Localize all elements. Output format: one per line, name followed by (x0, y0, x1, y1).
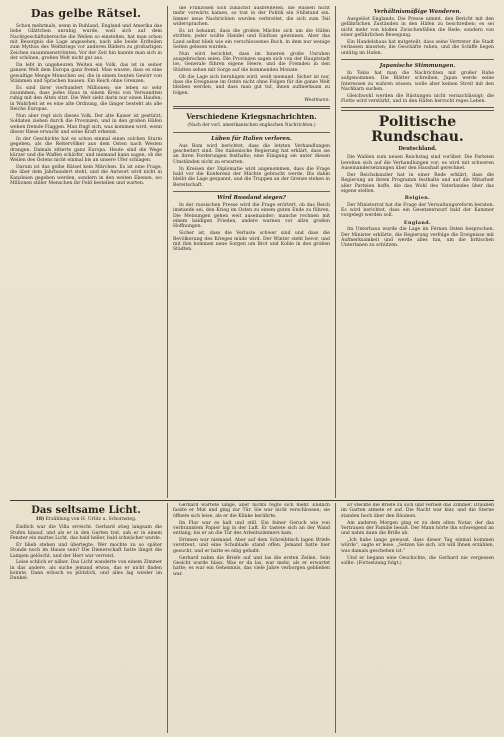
paragraph: In der Geschichte hat es schon einmal einen solchen Sturm gegeben, als die Reitervölker aus dem Osten nach Westen drangen. Damals zitterte ganz Europa. Heute sind die Wege kürzer und die Waffen schärfer, und niemand kann sagen, ob die Wellen des Ostens nicht einmal bis an unsere Ufer schlagen. (10, 136, 162, 164)
subheading-italien: Lüben für Italien verloren. (211, 135, 292, 142)
section-note: (Nach der vorl. amerikanischen englischen Nachrichten.) (187, 123, 316, 129)
paragraph: Gleichwohl werden die Rüstungen nicht vernachlässigt; die Flotte wird verstärkt, und in den Häfen herrscht reges Leben. (341, 93, 494, 105)
country-heading-belgien: Belgien. (404, 195, 431, 202)
paragraph: „Ich habe lange gewusst, dass dieser Tag einmal kommen würde“, sagte er leise. „Setzen Sie sich, ich will Ihnen erzählen, was damals geschehen ist.“ (341, 538, 494, 554)
paragraph: Ein Handelshaus hat mitgeteilt, dass seine Vertreter die Stadt verlassen mussten; die Geschäfte ruhen, und die Schiffe liegen untätig im Hafen. (341, 39, 494, 56)
paragraph: Am anderen Morgen ging er zu dem alten Notar, der das Vertrauen der Familie besaß. Der Mann hörte ihn schweigend an und nahm dann die Brille ab. (341, 520, 494, 537)
country-heading-deutschland: Deutschland. (398, 145, 437, 152)
paragraph: Da lebt in ungeheuren Weiten ein Volk, das ist in seiner ganzen Welt dem Europa ganz fremd. Man wusste, dass es eine gewaltige Menge Menschen sei, die in einem bunten Gewirr von Stämmen und Sprachen hausen. Ein Reich ohne Grenzen. (10, 62, 162, 84)
paragraph: Gerhard wartete lange, aber nichts regte sich mehr. Endlich fasste er Mut und ging zur Tür. Sie war nicht verschlossen; sie öffnete sich leise, als er die Klinke berührte. (173, 503, 330, 519)
column-1 (10, 6, 167, 498)
column-2 (167, 6, 335, 498)
feuilleton-section (10, 500, 494, 733)
paragraph: Endlich war die Villa erreicht. Gerhard stieg langsam die Stufen hinauf, und als er in den Garten trat, sah er in einem Fenster ein mattes Licht, das bald heller, bald schwächer wurde. (10, 525, 162, 542)
paragraph: Aus Rom wird berichtet, dass die letzten Verhandlungen gescheitert sind. Die italienische Regierung hat erklärt, dass sie an ihren Forderungen festhalte; eine Einigung sei unter diesen Umständen nicht zu erwarten. (173, 143, 330, 165)
serial-number: 18) (35, 517, 45, 522)
article-continuation (173, 6, 330, 103)
paragraph: Ausgelöst Englands. Die Presse nimmt, den Bericht mit den gefährlichen Zuständen in den Häfen zu beschreiben; es sei nicht mehr von bloßen Zwischenfällen die Rede, sondern von einer gefährlichen Bewegung. (341, 17, 494, 39)
paragraph: Darum ist das gelbe Rätsel kein Märchen. Es ist eine Frage, die über dem Jahrhundert steht, und die Antwort wird nicht in Kanzleien gegeben werden, sondern in den weiten Ebenen, wo Millionen stiller Menschen ihr Feld bestellen und warten. (10, 165, 162, 187)
paragraph: Gerhard nahm die Briefe auf und las die ersten Zeilen. Sein Gesicht wurde blass. Was er da las, war mehr, als er erwartet hatte; es war ein Geheimnis, das viele Jahre verborgen geblieben war. (173, 555, 330, 577)
divider (341, 59, 494, 60)
paragraph: Es sind ihrer vierhundert Millionen; sie leben so sehr zusammen, dass jedes Haus in einem Kreis von Verwandten ruhig mit den Alten sitzt. Die Welt sieht darin nur einen Haufen; in Wahrheit ist es eine alte Ordnung, die länger besteht als alle Reiche Europas. (10, 85, 162, 113)
paragraph: Ob die Lage sich beruhigen wird, weiß niemand. Sicher ist nur, dass die Ereignisse im Osten nicht ohne Folgen für die ganze Welt bleiben werden, und dass man gut tut, ihnen aufmerksam zu folgen. (173, 74, 330, 96)
paragraph: Im Unterhaus wurde die Lage im Fernen Osten besprochen. Der Minister erklärte, die Regierung verfolge die Ereignisse mit Aufmerksamkeit und werde alles tun, um die britischen Untertanen zu schützen. (341, 227, 494, 249)
paragraph: Im Flur war es kalt und still. Ein feiner Geruch wie von verbranntem Papier lag in der Luft. Er tastete sich an der Wand entlang, bis er an die Tür des Arbeitszimmers kam. (173, 520, 330, 537)
paragraph: Er blieb stehen und überlegte. Wer mochte zu so später Stunde noch im Hause sein? Die Dienerschaft hatte längst die Lampen gelöscht, und der Herr war verreist. (10, 542, 162, 559)
paragraph: die Franzosen sich zunächst ausbreiteten, die Russen nicht mehr vorwärts kamen, so trat in der Politik ein Stillstand ein. Immer neue Nachrichten wurden verbreitet, die sich zum Teil widersprachen. (173, 6, 330, 28)
top-section (10, 6, 494, 498)
column-3 (335, 6, 494, 498)
paragraph: In der russischen Presse wird die Frage erörtert, ob das Reich imstande sei, den Krieg im Osten zu einem guten Ende zu führen. Die Meinungen gehen weit auseinander; manche rechnen mit einem baldigen Frieden, andere warnen vor allzu großen Hoffnungen. (173, 202, 330, 230)
paragraph: Leise schlich er näher. Das Licht wanderte von einem Zimmer in das andere, als suche jemand etwas, das er nicht finden konnte. Dann erlosch es plötzlich, und alles lag wieder im Dunkel. (10, 560, 162, 582)
paragraph: Und er begann eine Geschichte, die Gerhard nie vergessen sollte. (Fortsetzung folgt.) (341, 555, 494, 566)
serial-column-3 (335, 503, 494, 733)
divider (173, 191, 330, 192)
paragraph: In Kreisen der Diplomatie wird angenommen, dass die Frage bald vor die Konferenz der Mächte gebracht werde. Bis dahin bleibt die Lage gespannt, und die Truppen an der Grenze stehen in Bereitschaft. (173, 166, 330, 188)
double-rule (341, 107, 494, 111)
paragraph: Der Ministerrat hat die Frage der Verwaltungsreform beraten. Es wird berichtet, dass ein Gesetzentwurf bald der Kammer vorgelegt werden soll. (341, 202, 494, 219)
divider (173, 132, 330, 133)
subheading-japan: Japanische Stimmungen. (379, 62, 456, 69)
article-signature: Westmann. (304, 97, 330, 103)
article-body-gelbe-raetsel (10, 24, 162, 186)
paragraph: Nun aber regt sich dieses Volk. Der alte Kaiser ist gestürzt; Soldaten ziehen durch die Provinzen, und in den großen Häfen wehen fremde Flaggen. Man fragt sich, was kommen wird, wenn dieser Riese erwacht und seine Kraft erkennt. (10, 114, 162, 136)
paragraph: Sicher ist, dass die Verluste schwer sind und dass die Bevölkerung des Krieges müde wird. Der Winter steht bevor, und mit ihm kommen neue Sorgen um Brot und Kohle in den großen Städten. (173, 231, 330, 253)
section-title-kriegsnachrichten: Verschiedene Kriegsnachrichten. (186, 112, 317, 122)
subheading-wanderen: Verhältnismäßige Wanderen. (373, 9, 462, 15)
subheading-russland: Wird Russland siegen? (217, 194, 286, 201)
paragraph: Er steckte die Briefe zu sich und verließ das Zimmer. Draußen im Garten atmete er auf. Die Nacht war klar, und die Sterne standen hoch über den Bäumen. (341, 503, 494, 519)
paragraph: Nun wird berichtet, dass im Inneren große Unruhen ausgebrochen seien. Die Provinzen sagen sich von der Hauptstadt los, Generale führen eigene Heere, und die Fremden in den Städten sehen mit Sorge auf die kommenden Monate. (173, 51, 330, 73)
paragraph: Drinnen war niemand. Aber auf dem Schreibtisch lagen Briefe verstreut, und eine Schublade stand offen. Jemand hatte hier gesucht, und er hatte es eilig gehabt. (173, 538, 330, 554)
country-heading-england: England. (403, 219, 432, 226)
serial-author: Erzählung von H. Urlitz u. Schornsteg. (45, 517, 137, 522)
serial-column-2 (167, 503, 335, 733)
double-rule (173, 106, 330, 110)
article-title-gelbe-raetsel: Das gelbe Rätsel. (30, 7, 142, 20)
serial-column-1 (10, 503, 167, 733)
paragraph: In Tokio hat man die Nachrichten mit großer Ruhe aufgenommen. Die Blätter schreiben, Japan werde seine Interessen zu wahren wissen, wolle aber keinen Streit mit den Nachbarn suchen. (341, 70, 494, 92)
section-title-politische-rundschau: Politische Rundschau. (371, 113, 464, 145)
paragraph: Die Wahlen zum neuen Reichstag sind vorüber. Die Parteien bereiten sich auf die Verhandlungen vor; es wird mit schweren Auseinandersetzungen über den Haushalt gerechnet. (341, 155, 494, 171)
serial-meta (10, 517, 162, 522)
serial-title: Das seltsame Licht. (31, 505, 141, 516)
paragraph: Es ist bekannt, dass die großen Mächte sich um die Häfen stritten; jeder wollte Handel und Einfluss gewinnen. Aber das Land selbst blieb wie ein verschlossenes Buch, in dem nur wenige Seiten gelesen wurden. (173, 28, 330, 50)
paragraph: Schon mehrmals, wenn in Ruhland, England und Amerika das liebe Glättchen unruhig wurde, weil sich auf dem Nachtgeschäftsbereiche die Wellen so einstellen, hat man schon mit Besorgnis die Lage angesehen, nach alle beide Erdteilen zum Mythus des Weltkriegs vor anderen Bildern zu großartigen Zeichen zusammenströmten. Vor der Zeit hin kannte man sich in der schönen, großen Welt nicht gut aus. (10, 24, 162, 62)
paragraph: Der Reichskanzler hat in einer Rede erklärt, dass die Regierung an ihrem Programm festhalte und auf die Mitarbeit aller Parteien hoffe, die das Wohl des Vaterlandes über das eigene stellen. (341, 172, 494, 194)
